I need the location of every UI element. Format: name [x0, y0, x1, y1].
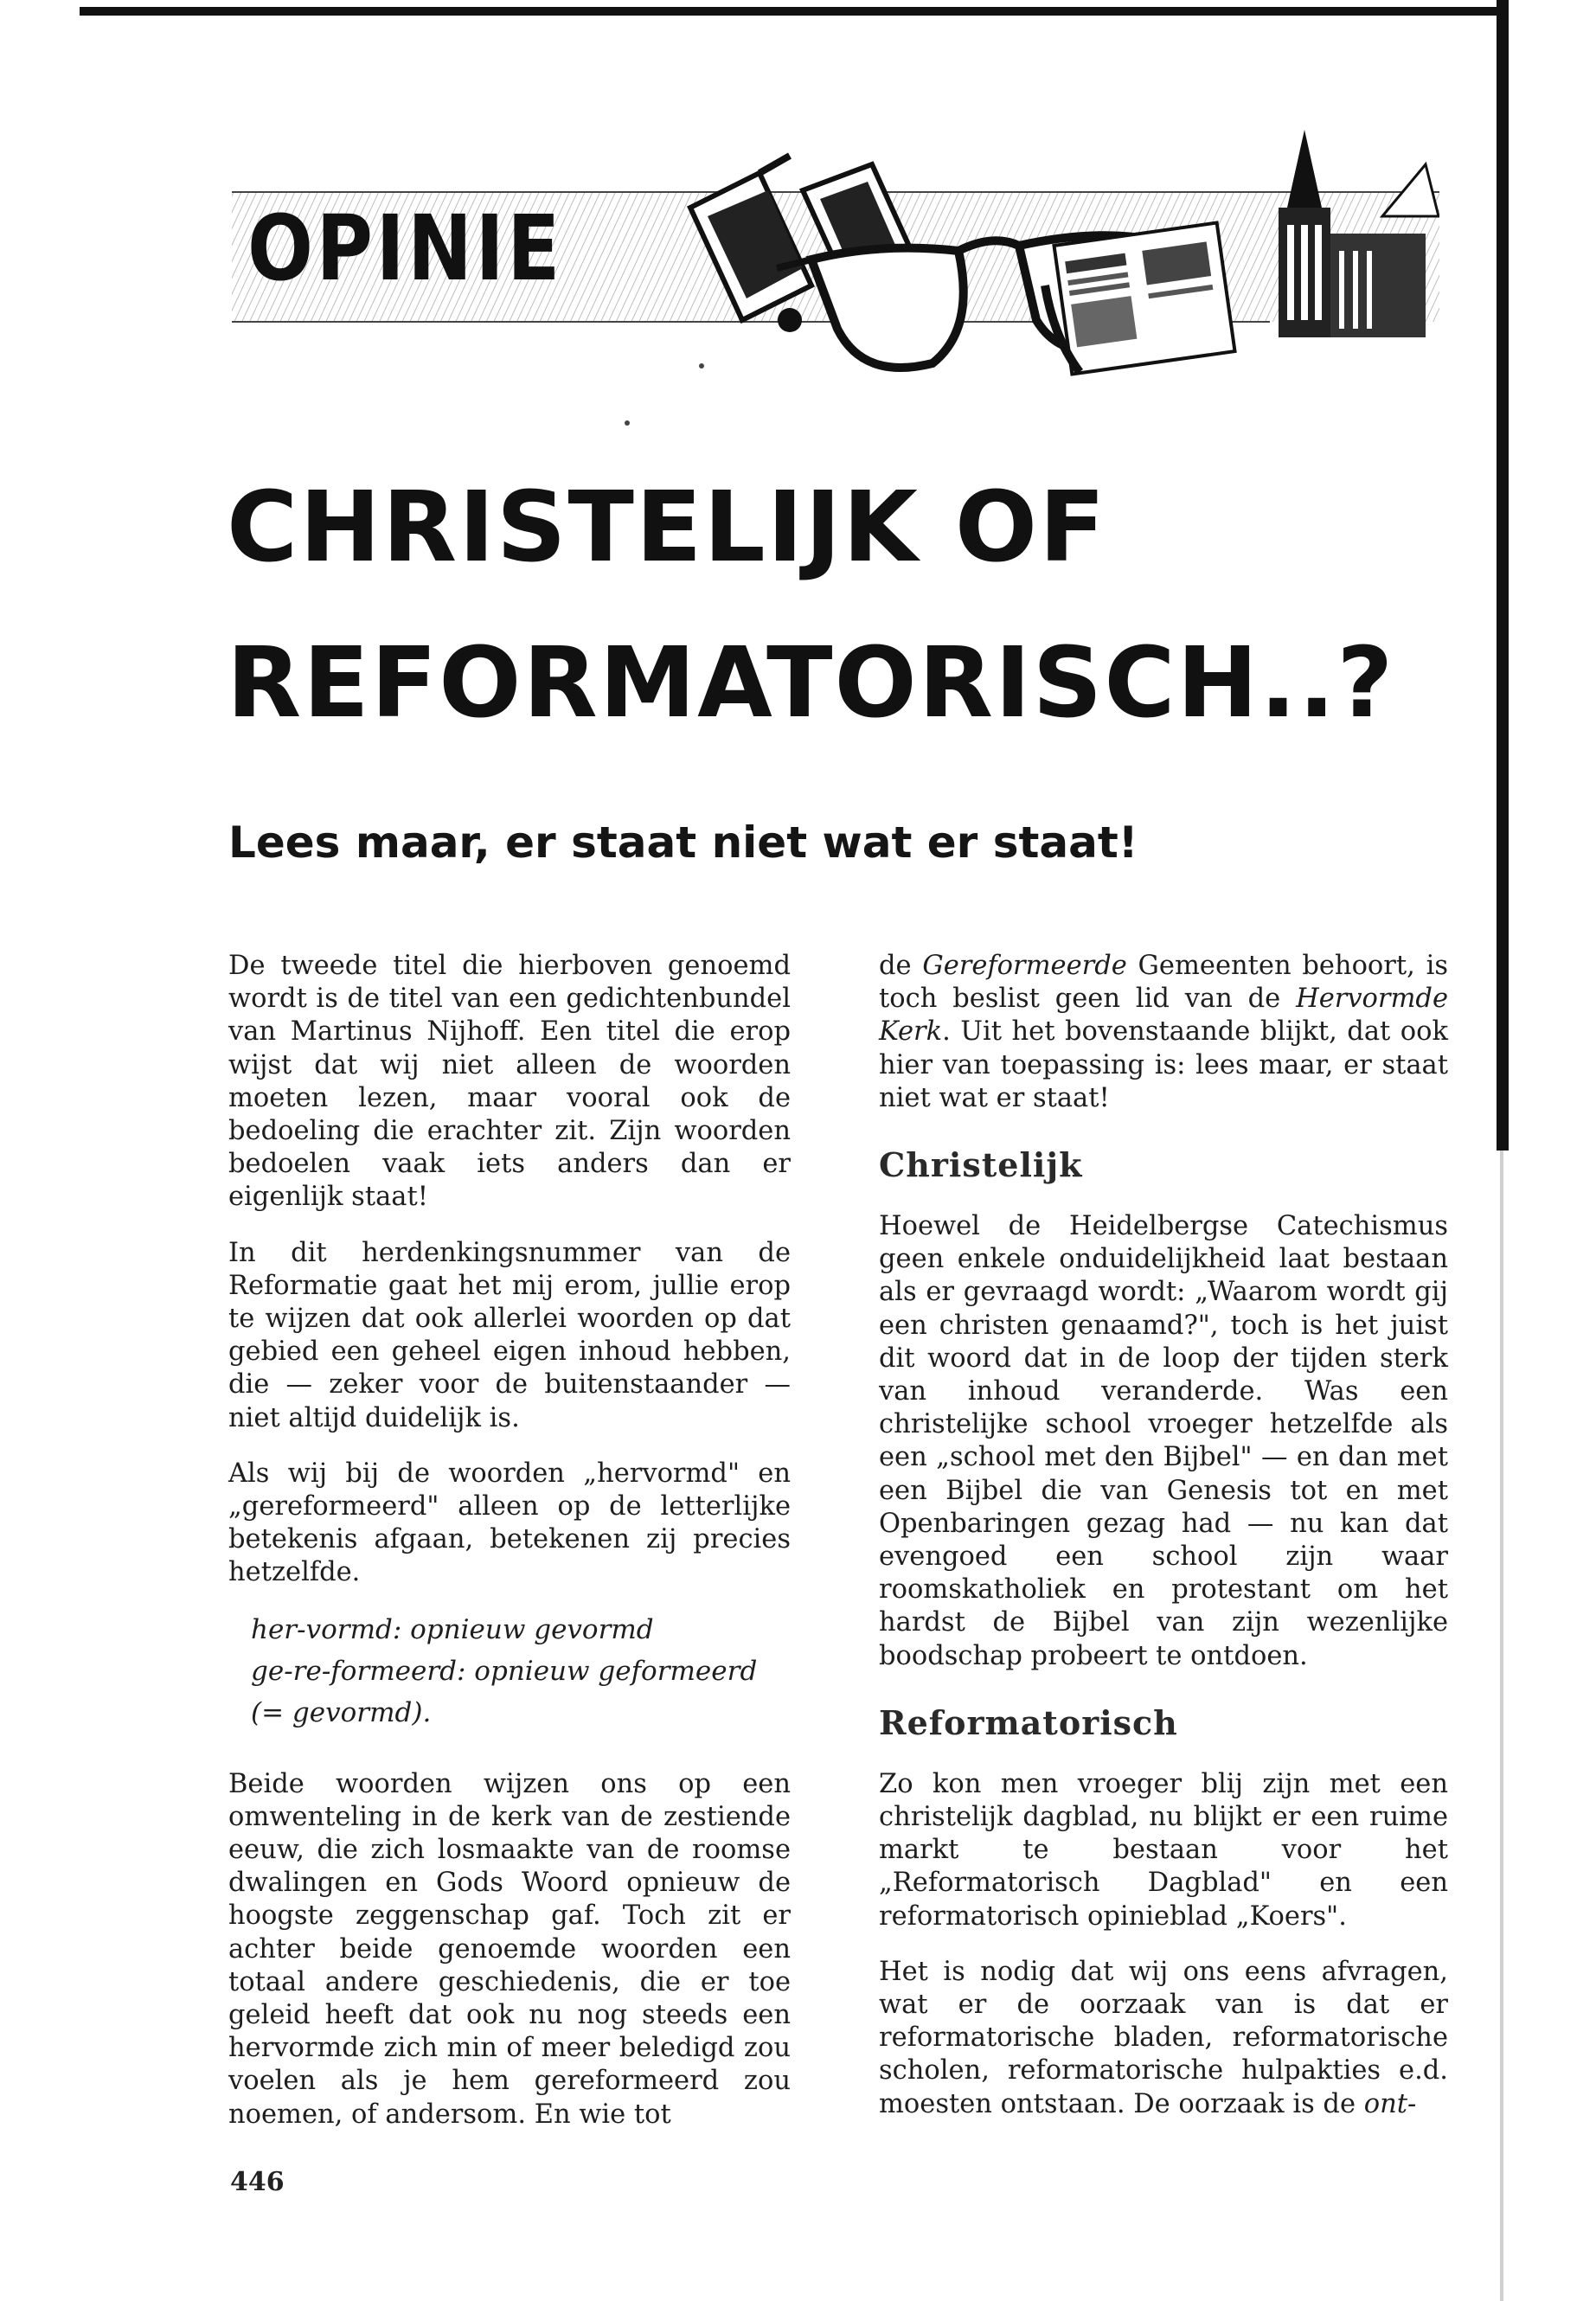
page-edge-shadow-lower [1500, 1150, 1503, 2301]
top-rule [80, 7, 1507, 16]
newspaper-icon [1045, 223, 1235, 375]
paragraph: Als wij bij de woorden „hervormd" en „gereformeerd" alleen op de letterlijke betekenis afgaan, betekenen zij precies hetzelfde. [228, 1458, 791, 1588]
definition-line: ge-re-formeerd: opnieuw geformeerd [251, 1655, 758, 1687]
right-column [879, 950, 1448, 2144]
paragraph: Zo kon men vroeger blij zijn met een christelijk dagblad, nu blijkt er een ruime markt te bestaan voor het „Reformatorisch Dagblad" en een reformatorisch opinieblad „Koers". [879, 1768, 1448, 1932]
section-heading-reformatorisch: Reformatorisch [879, 1702, 1178, 1742]
page-edge-shadow [1497, 0, 1509, 1150]
definition-line: her-vormd: opnieuw gevormd [251, 1613, 654, 1645]
church-name: Hervormde Kerk [879, 984, 1448, 1048]
opinie-banner [232, 130, 1439, 381]
print-speck [625, 420, 630, 426]
left-column [228, 950, 791, 2154]
church-name: Gereformeerde [922, 951, 1127, 981]
subtitle: Lees maar, er staat niet wat er staat! [228, 817, 1138, 868]
church-tower-icon [1279, 130, 1439, 337]
paragraph: Hoewel de Heidelbergse Catechismus geen enkele onduidelijkheid laat bestaan als er gevraagd wordt: „Waarom wordt gij een christen genaamd?", toch is het juist dit woord dat in de loop der tijden sterk van inhoud veranderde. Was een christelijke school vroeger hetzelfde als een „school met den Bijbel" — en dan met een Bijbel die van Genesis tot en met Openbaringen gezag had — nu kan dat evengoed een school zijn waar roomskatholiek en protestant om het hardst de Bijbel van zijn wezenlijke boodschap probeert te ontdoen. [879, 1211, 1448, 1671]
definition-line: (= gevormd). [251, 1696, 432, 1728]
paragraph: de Gereformeerde Gemeenten behoort, is toch beslist geen lid van de Hervormde Kerk. Uit het bovenstaande blijkt, dat ook hier van toepassing is: lees maar, er staat niet wat er staat! [879, 951, 1448, 1113]
paragraph: De tweede titel die hierboven genoemd wordt is de titel van een gedichtenbundel van Martinus Nijhoff. Een titel die erop wijst dat wij niet alleen de woorden moeten lezen, maar vooral ook de bedoeling die erachter zit. Zijn woorden bedoelen vaak iets anders dan er eigenlijk staat! [228, 951, 791, 1213]
banner-title: OPINIE [247, 195, 563, 301]
paragraph: Het is nodig dat wij ons eens afvragen, wat er de oorzaak van is dat er reformatorische bladen, reformatorische scholen, reformatorische hulpakties e.d. moesten ontstaan. De oorzaak is de ont- [879, 1956, 1448, 2119]
paragraph: In dit herdenkingsnummer van de Reformatie gaat het mij erom, jullie erop te wijzen dat ook allerlei woorden op dat gebied een geheel eigen inhoud hebben, die — zeker voor de buitenstaander — niet altijd duidelijk is. [228, 1237, 791, 1433]
page-number: 446 [230, 2167, 285, 2197]
definition-block [228, 1609, 791, 1734]
paragraph: Beide woorden wijzen ons op een omwenteling in de kerk van de zestiende eeuw, die zich losmaakte van de roomse dwalingen en Gods Woord opnieuw de hoogste zeggenschap gaf. Toch zit er achter beide genoemde woorden een totaal andere geschiedenis, die er toe geleid heeft dat ook nu nog steeds een hervormde zich min of meer beledigd zou voelen als je hem gereformeerd zou noemen, of andersom. En wie tot [228, 1768, 791, 2130]
print-speck [699, 363, 704, 369]
headline-line-2: REFORMATORISCH..? [227, 627, 1395, 740]
section-heading-christelijk: Christelijk [879, 1145, 1083, 1185]
headline-line-1: CHRISTELIJK OF [227, 471, 1107, 584]
